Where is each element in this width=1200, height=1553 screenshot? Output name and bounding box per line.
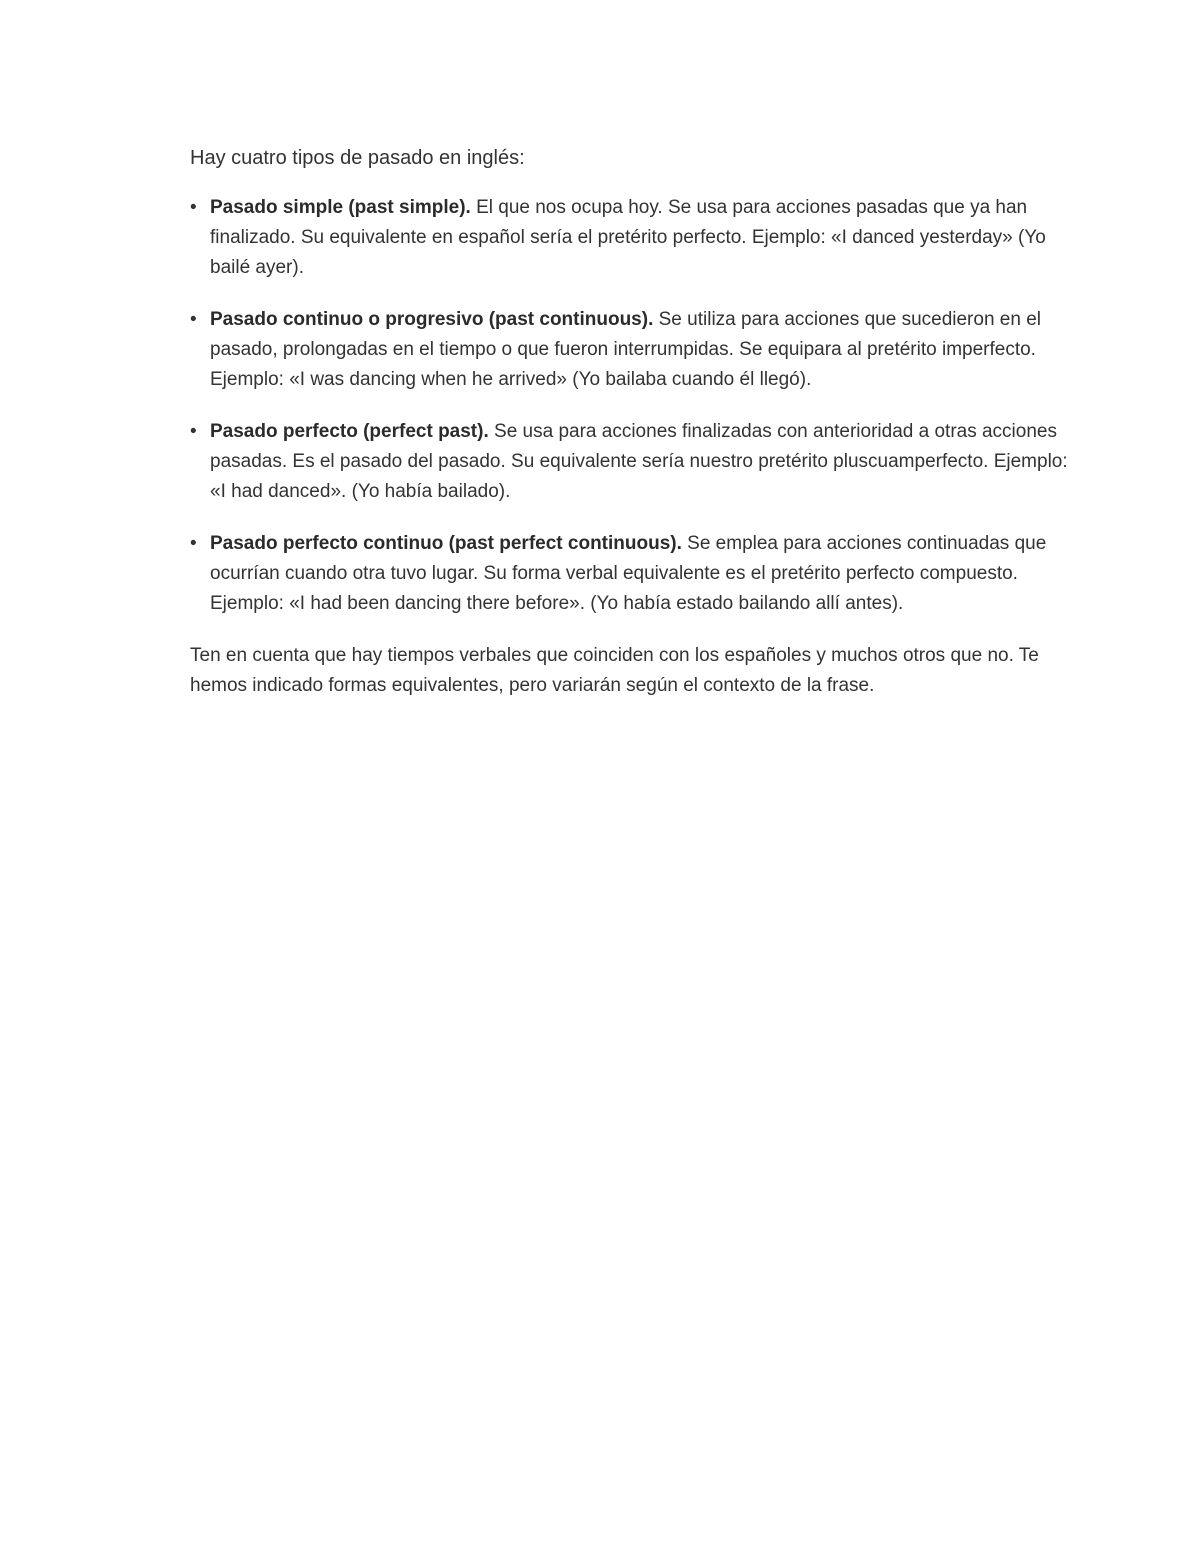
bullet-icon: • — [190, 533, 197, 554]
list-item — [190, 193, 1070, 283]
list-item — [190, 417, 1070, 507]
past-tense-list — [190, 193, 1070, 619]
list-item-term: Pasado perfecto continuo (past perfect continuous). — [210, 533, 682, 554]
bullet-icon: • — [190, 197, 197, 218]
intro-paragraph: Hay cuatro tipos de pasado en inglés: — [190, 147, 525, 169]
list-item-term: Pasado perfecto (perfect past). — [210, 421, 489, 442]
outro-paragraph: Ten en cuenta que hay tiempos verbales que coinciden con los españoles y muchos otros que no. Te hemos indicado formas equivalentes, pero variarán según el contexto de la frase. — [190, 645, 1039, 696]
list-item-text: Se emplea para acciones continuadas que ocurrían cuando otra tuvo lugar. Su forma verbal equivalente es el pretérito perfecto compuesto. Ejemplo: «I had been dancing there before». (Yo había estado bailando allí antes). — [210, 533, 1047, 614]
list-item — [190, 529, 1070, 619]
list-item-text: Se utiliza para acciones que sucedieron en el pasado, prolongadas en el tiempo o que fueron interrumpidas. Se equipara al pretérito imperfecto. Ejemplo: «I was dancing when he arrived» (Yo bailaba cuando él llegó). — [210, 309, 1041, 390]
list-item-text: El que nos ocupa hoy. Se usa para acciones pasadas que ya han finalizado. Su equivalente en español sería el pretérito perfecto. Ejemplo: «I danced yesterday» (Yo bailé ayer). — [210, 197, 1046, 278]
document-page — [190, 143, 1070, 701]
list-item — [190, 305, 1070, 395]
list-item-term: Pasado continuo o progresivo (past continuous). — [210, 309, 654, 330]
bullet-icon: • — [190, 309, 197, 330]
bullet-icon: • — [190, 421, 197, 442]
list-item-text: Se usa para acciones finalizadas con anterioridad a otras acciones pasadas. Es el pasado del pasado. Su equivalente sería nuestro pretérito pluscuamperfecto. Ejemplo: «I had danced». (Yo había bailado). — [210, 421, 1068, 502]
list-item-term: Pasado simple (past simple). — [210, 197, 471, 218]
